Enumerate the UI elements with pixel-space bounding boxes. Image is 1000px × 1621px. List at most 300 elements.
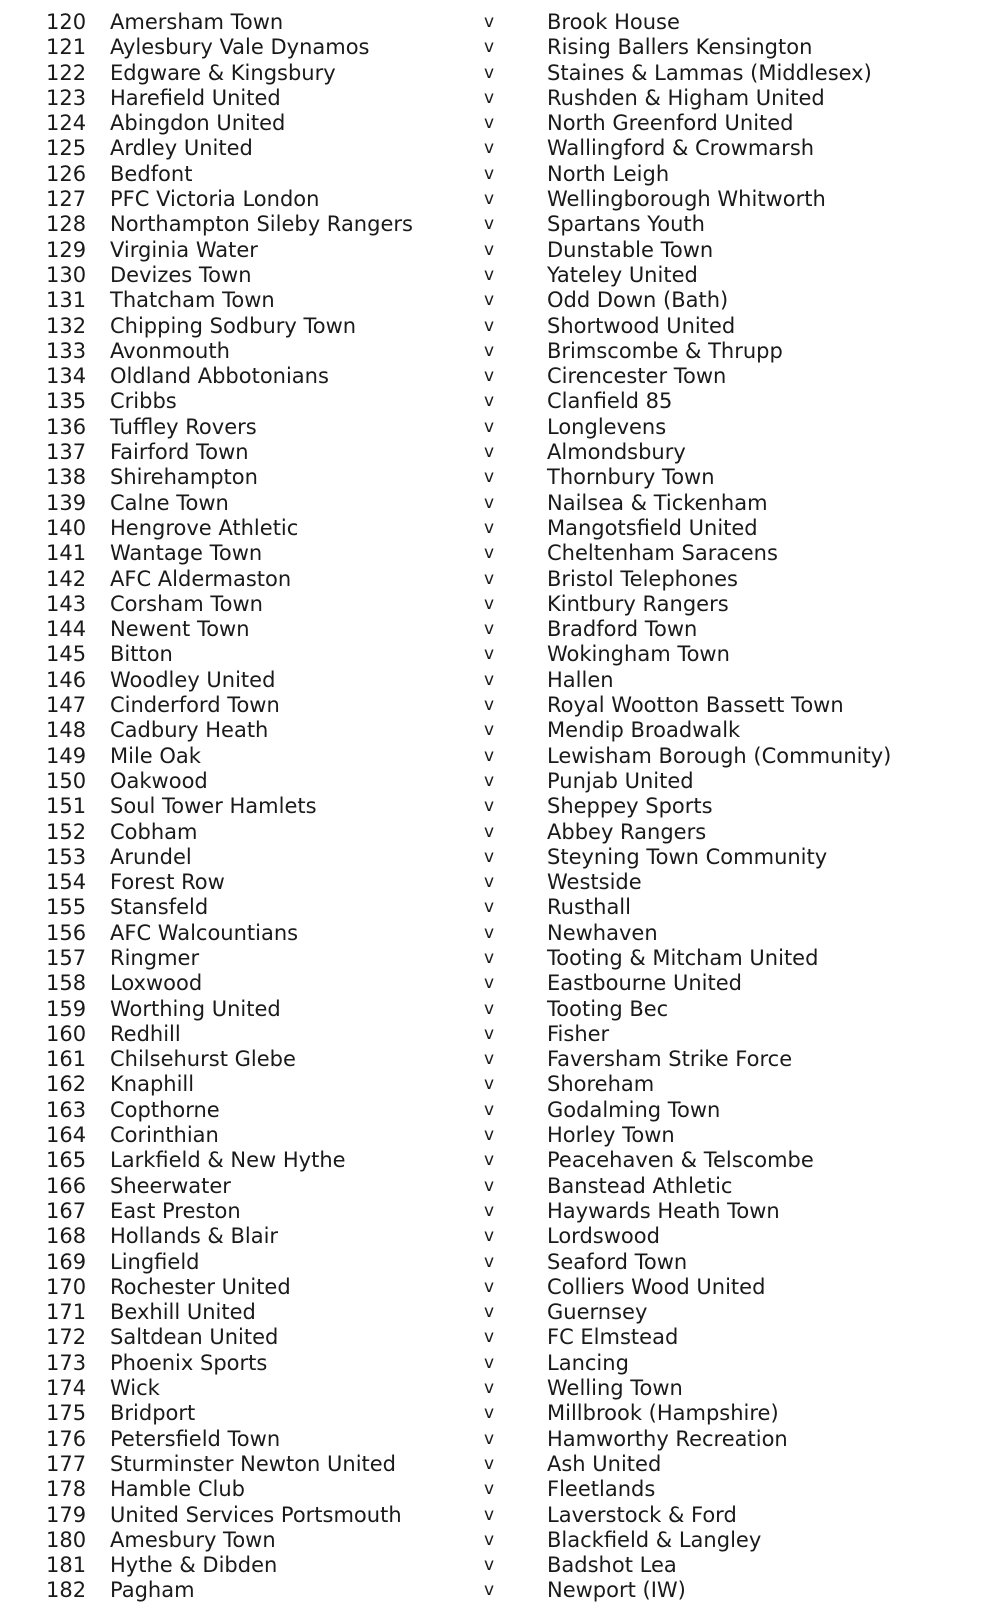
fixture-number: 167 [46, 1198, 87, 1223]
fixture-row [0, 1275, 1000, 1300]
away-team: North Leigh [547, 161, 670, 186]
home-team: Edgware & Kingsbury [110, 60, 336, 85]
home-team: Sturminster Newton United [110, 1451, 397, 1476]
fixture-number: 138 [46, 465, 87, 490]
fixture-row [0, 971, 1000, 996]
fixture-number: 136 [46, 414, 87, 439]
away-team: Bristol Telephones [547, 566, 738, 591]
fixture-number: 127 [46, 187, 87, 212]
home-team: Arundel [110, 844, 192, 869]
versus-label: v [484, 720, 495, 741]
home-team: Chipping Sodbury Town [110, 313, 357, 338]
away-team: Lordswood [547, 1224, 660, 1249]
fixture-row [0, 1401, 1000, 1426]
away-team: Shoreham [547, 1072, 655, 1097]
fixture-number: 178 [46, 1477, 87, 1502]
home-team: Cadbury Heath [110, 718, 269, 743]
home-team: Stansfeld [110, 895, 209, 920]
fixture-number: 161 [46, 1047, 87, 1072]
home-team: Tuffley Rovers [110, 414, 257, 439]
versus-label: v [484, 973, 495, 994]
away-team: Dunstable Town [547, 237, 714, 262]
away-team: Newhaven [547, 920, 658, 945]
versus-label: v [484, 138, 495, 159]
home-team: Devizes Town [110, 262, 252, 287]
home-team: Pagham [110, 1578, 195, 1603]
versus-label: v [484, 1074, 495, 1095]
away-team: Badshot Lea [547, 1553, 677, 1578]
home-team: Amersham Town [110, 10, 284, 34]
home-team: Wantage Town [110, 541, 263, 566]
fixture-row [0, 845, 1000, 870]
away-team: Lancing [547, 1350, 629, 1375]
home-team: Bridport [110, 1401, 196, 1426]
away-team: Odd Down (Bath) [547, 288, 729, 313]
away-team: Blackfield & Langley [547, 1527, 762, 1552]
fixture-row [0, 491, 1000, 516]
versus-label: v [484, 1023, 495, 1044]
fixture-number: 122 [46, 60, 87, 85]
fixture-row [0, 288, 1000, 313]
home-team: Soul Tower Hamlets [110, 794, 317, 819]
away-team: Wokingham Town [547, 642, 730, 667]
versus-label: v [484, 517, 495, 538]
away-team: FC Elmstead [547, 1325, 679, 1350]
fixture-number: 174 [46, 1376, 87, 1401]
versus-label: v [484, 770, 495, 791]
versus-label: v [484, 1276, 495, 1297]
fixture-row [0, 1148, 1000, 1173]
home-team: United Services Portsmouth [110, 1502, 402, 1527]
home-team: Saltdean United [110, 1325, 279, 1350]
home-team: Fairford Town [110, 440, 249, 465]
home-team: Harefield United [110, 85, 281, 110]
home-team: Virginia Water [110, 237, 258, 262]
fixture-row [0, 921, 1000, 946]
away-team: Staines & Lammas (Middlesex) [547, 60, 872, 85]
fixture-number: 144 [46, 617, 87, 642]
home-team: Cribbs [110, 389, 177, 414]
home-team: Oakwood [110, 768, 208, 793]
home-team: Bedfont [110, 161, 193, 186]
home-team: AFC Walcountians [110, 920, 299, 945]
away-team: Seaford Town [547, 1249, 688, 1274]
home-team: Sheerwater [110, 1173, 231, 1198]
away-team: Shortwood United [547, 313, 736, 338]
fixture-number: 155 [46, 895, 87, 920]
fixture-number: 165 [46, 1148, 87, 1173]
home-team: Rochester United [110, 1274, 291, 1299]
away-team: Abbey Rangers [547, 819, 707, 844]
fixture-row [0, 187, 1000, 212]
fixture-row [0, 111, 1000, 136]
versus-label: v [484, 1352, 495, 1373]
fixture-number: 177 [46, 1451, 87, 1476]
fixture-number: 156 [46, 920, 87, 945]
home-team: Hythe & Dibden [110, 1553, 278, 1578]
versus-label: v [484, 619, 495, 640]
fixture-row [0, 617, 1000, 642]
away-team: Haywards Heath Town [547, 1198, 780, 1223]
home-team: Wick [110, 1376, 160, 1401]
versus-label: v [484, 872, 495, 893]
away-team: Mangotsfield United [547, 515, 758, 540]
away-team: Bradford Town [547, 617, 698, 642]
fixture-number: 160 [46, 1021, 87, 1046]
versus-label: v [484, 315, 495, 336]
home-team: Hollands & Blair [110, 1224, 279, 1249]
home-team: Cobham [110, 819, 198, 844]
versus-label: v [484, 416, 495, 437]
home-team: Corinthian [110, 1123, 219, 1148]
home-team: Forest Row [110, 870, 225, 895]
fixture-row [0, 465, 1000, 490]
away-team: Westside [547, 870, 642, 895]
versus-label: v [484, 922, 495, 943]
away-team: Wallingford & Crowmarsh [547, 136, 815, 161]
home-team: Copthorne [110, 1097, 220, 1122]
fixture-row [0, 1351, 1000, 1376]
away-team: Cheltenham Saracens [547, 541, 778, 566]
versus-label: v [484, 593, 495, 614]
home-team: Hengrove Athletic [110, 515, 299, 540]
away-team: Brook House [547, 10, 680, 34]
fixture-number: 124 [46, 111, 87, 136]
fixture-number: 146 [46, 667, 87, 692]
home-team: Shirehampton [110, 465, 258, 490]
versus-label: v [484, 1099, 495, 1120]
home-team: Thatcham Town [110, 288, 275, 313]
fixture-number: 121 [46, 35, 87, 60]
fixture-row [0, 1022, 1000, 1047]
fixture-row [0, 541, 1000, 566]
versus-label: v [484, 214, 495, 235]
home-team: Avonmouth [110, 338, 230, 363]
fixture-number: 154 [46, 870, 87, 895]
versus-label: v [484, 1403, 495, 1424]
fixture-number: 135 [46, 389, 87, 414]
versus-label: v [484, 1150, 495, 1171]
fixture-row [0, 997, 1000, 1022]
fixture-row [0, 718, 1000, 743]
versus-label: v [484, 998, 495, 1019]
fixture-row [0, 1528, 1000, 1553]
fixture-number: 131 [46, 288, 87, 313]
fixture-row [0, 1047, 1000, 1072]
fixture-number: 162 [46, 1072, 87, 1097]
versus-label: v [484, 1302, 495, 1323]
away-team: Cirencester Town [547, 364, 727, 389]
home-team: Loxwood [110, 971, 203, 996]
home-team: Bitton [110, 642, 173, 667]
home-team: Phoenix Sports [110, 1350, 268, 1375]
fixture-number: 150 [46, 768, 87, 793]
fixture-number: 163 [46, 1097, 87, 1122]
away-team: Rushden & Higham United [547, 85, 825, 110]
fixture-number: 133 [46, 338, 87, 363]
away-team: Steyning Town Community [547, 844, 828, 869]
versus-label: v [484, 467, 495, 488]
versus-label: v [484, 1555, 495, 1576]
home-team: Newent Town [110, 617, 250, 642]
fixture-row [0, 516, 1000, 541]
away-team: Hallen [547, 667, 614, 692]
fixture-row [0, 769, 1000, 794]
versus-label: v [484, 163, 495, 184]
away-team: Horley Town [547, 1123, 675, 1148]
home-team: Oldland Abbotonians [110, 364, 329, 389]
fixture-number: 128 [46, 212, 87, 237]
fixture-row [0, 263, 1000, 288]
versus-label: v [484, 113, 495, 134]
away-team: Punjab United [547, 768, 694, 793]
versus-label: v [484, 669, 495, 690]
away-team: Guernsey [547, 1300, 648, 1325]
home-team: Abingdon United [110, 111, 286, 136]
home-team: Chilsehurst Glebe [110, 1047, 296, 1072]
home-team: Northampton Sileby Rangers [110, 212, 413, 237]
versus-label: v [484, 796, 495, 817]
away-team: Rusthall [547, 895, 631, 920]
versus-label: v [484, 644, 495, 665]
fixture-number: 164 [46, 1123, 87, 1148]
away-team: Millbrook (Hampshire) [547, 1401, 779, 1426]
fixture-row [0, 364, 1000, 389]
home-team: PFC Victoria London [110, 187, 320, 212]
fixture-row [0, 1452, 1000, 1477]
fixture-row [0, 642, 1000, 667]
versus-label: v [484, 568, 495, 589]
fixture-row [0, 339, 1000, 364]
away-team: Laverstock & Ford [547, 1502, 737, 1527]
versus-label: v [484, 264, 495, 285]
versus-label: v [484, 1580, 495, 1601]
versus-label: v [484, 1529, 495, 1550]
away-team: Fleetlands [547, 1477, 656, 1502]
away-team: Colliers Wood United [547, 1274, 766, 1299]
fixture-number: 134 [46, 364, 87, 389]
versus-label: v [484, 492, 495, 513]
fixture-number: 175 [46, 1401, 87, 1426]
fixture-number: 149 [46, 743, 87, 768]
away-team: Tooting Bec [547, 996, 669, 1021]
fixture-row [0, 895, 1000, 920]
versus-label: v [484, 821, 495, 842]
versus-label: v [484, 1125, 495, 1146]
fixture-number: 141 [46, 541, 87, 566]
away-team: Fisher [547, 1021, 610, 1046]
versus-label: v [484, 12, 495, 32]
away-team: Welling Town [547, 1376, 683, 1401]
fixture-row [0, 870, 1000, 895]
fixture-row [0, 1199, 1000, 1224]
away-team: Nailsea & Tickenham [547, 490, 768, 515]
away-team: Newport (IW) [547, 1578, 686, 1603]
versus-label: v [484, 391, 495, 412]
fixture-number: 172 [46, 1325, 87, 1350]
home-team: Lingfield [110, 1249, 200, 1274]
away-team: Peacehaven & Telscombe [547, 1148, 814, 1173]
fixture-row [0, 61, 1000, 86]
versus-label: v [484, 1175, 495, 1196]
fixture-number: 125 [46, 136, 87, 161]
versus-label: v [484, 897, 495, 918]
away-team: Banstead Athletic [547, 1173, 733, 1198]
away-team: Longlevens [547, 414, 667, 439]
fixture-row [0, 10, 1000, 35]
fixture-row [0, 1427, 1000, 1452]
fixture-row [0, 1477, 1000, 1502]
away-team: Rising Ballers Kensington [547, 35, 813, 60]
home-team: Worthing United [110, 996, 281, 1021]
away-team: Godalming Town [547, 1097, 721, 1122]
away-team: Kintbury Rangers [547, 591, 729, 616]
fixture-row [0, 567, 1000, 592]
versus-label: v [484, 290, 495, 311]
fixture-row [0, 415, 1000, 440]
fixture-row [0, 440, 1000, 465]
fixture-row [0, 1376, 1000, 1401]
fixture-number: 173 [46, 1350, 87, 1375]
fixture-row [0, 1098, 1000, 1123]
home-team: Ringmer [110, 945, 200, 970]
away-team: Spartans Youth [547, 212, 705, 237]
fixture-number: 139 [46, 490, 87, 515]
versus-label: v [484, 340, 495, 361]
fixture-number: 181 [46, 1553, 87, 1578]
fixture-row [0, 668, 1000, 693]
fixture-number: 179 [46, 1502, 87, 1527]
fixture-number: 126 [46, 161, 87, 186]
away-team: Ash United [547, 1451, 662, 1476]
fixture-row [0, 946, 1000, 971]
fixture-number: 120 [46, 10, 87, 34]
away-team: North Greenford United [547, 111, 794, 136]
fixture-row [0, 389, 1000, 414]
fixture-row [0, 1174, 1000, 1199]
fixture-number: 143 [46, 591, 87, 616]
versus-label: v [484, 239, 495, 260]
fixture-number: 171 [46, 1300, 87, 1325]
versus-label: v [484, 1479, 495, 1500]
fixture-number: 159 [46, 996, 87, 1021]
versus-label: v [484, 37, 495, 58]
away-team: Brimscombe & Thrupp [547, 338, 783, 363]
away-team: Faversham Strike Force [547, 1047, 793, 1072]
fixture-row [0, 238, 1000, 263]
home-team: Mile Oak [110, 743, 201, 768]
away-team: Thornbury Town [547, 465, 715, 490]
fixture-row [0, 1250, 1000, 1275]
fixture-number: 132 [46, 313, 87, 338]
fixture-number: 176 [46, 1426, 87, 1451]
fixture-number: 152 [46, 819, 87, 844]
versus-label: v [484, 1453, 495, 1474]
home-team: Larkfield & New Hythe [110, 1148, 346, 1173]
fixture-row [0, 794, 1000, 819]
fixture-row [0, 212, 1000, 237]
away-team: Lewisham Borough (Community) [547, 743, 892, 768]
versus-label: v [484, 543, 495, 564]
fixture-row [0, 162, 1000, 187]
fixture-row [0, 1300, 1000, 1325]
fixture-row [0, 1578, 1000, 1603]
fixture-number: 182 [46, 1578, 87, 1603]
versus-label: v [484, 1251, 495, 1272]
fixture-number: 169 [46, 1249, 87, 1274]
fixture-row [0, 314, 1000, 339]
fixture-row [0, 86, 1000, 111]
home-team: Knaphill [110, 1072, 195, 1097]
fixture-row [0, 1224, 1000, 1249]
fixture-row [0, 592, 1000, 617]
away-team: Hamworthy Recreation [547, 1426, 788, 1451]
away-team: Royal Wootton Bassett Town [547, 693, 844, 718]
home-team: Corsham Town [110, 591, 263, 616]
fixture-number: 157 [46, 945, 87, 970]
home-team: Cinderford Town [110, 693, 280, 718]
versus-label: v [484, 442, 495, 463]
home-team: East Preston [110, 1198, 241, 1223]
home-team: Calne Town [110, 490, 229, 515]
away-team: Almondsbury [547, 440, 686, 465]
fixture-number: 130 [46, 262, 87, 287]
versus-label: v [484, 1327, 495, 1348]
versus-label: v [484, 189, 495, 210]
fixture-number: 168 [46, 1224, 87, 1249]
fixture-row [0, 1553, 1000, 1578]
fixture-number: 123 [46, 85, 87, 110]
home-team: Hamble Club [110, 1477, 246, 1502]
home-team: Amesbury Town [110, 1527, 276, 1552]
versus-label: v [484, 745, 495, 766]
home-team: Aylesbury Vale Dynamos [110, 35, 370, 60]
versus-label: v [484, 1049, 495, 1070]
versus-label: v [484, 1378, 495, 1399]
versus-label: v [484, 1428, 495, 1449]
home-team: Ardley United [110, 136, 253, 161]
versus-label: v [484, 947, 495, 968]
fixture-row [0, 1325, 1000, 1350]
home-team: Woodley United [110, 667, 276, 692]
versus-label: v [484, 1226, 495, 1247]
away-team: Sheppey Sports [547, 794, 713, 819]
versus-label: v [484, 846, 495, 867]
fixture-row [0, 1503, 1000, 1528]
versus-label: v [484, 366, 495, 387]
fixture-row [0, 1072, 1000, 1097]
fixture-row [0, 35, 1000, 60]
away-team: Yateley United [547, 262, 698, 287]
fixture-row [0, 1123, 1000, 1148]
versus-label: v [484, 1504, 495, 1525]
fixture-number: 166 [46, 1173, 87, 1198]
fixture-number: 153 [46, 844, 87, 869]
fixture-number: 140 [46, 515, 87, 540]
fixture-row [0, 136, 1000, 161]
fixture-number: 158 [46, 971, 87, 996]
fixture-number: 148 [46, 718, 87, 743]
versus-label: v [484, 1200, 495, 1221]
fixture-number: 180 [46, 1527, 87, 1552]
away-team: Mendip Broadwalk [547, 718, 741, 743]
fixture-number: 147 [46, 693, 87, 718]
versus-label: v [484, 695, 495, 716]
fixture-row [0, 820, 1000, 845]
fixture-number: 151 [46, 794, 87, 819]
fixture-number: 142 [46, 566, 87, 591]
away-team: Clanfield 85 [547, 389, 673, 414]
